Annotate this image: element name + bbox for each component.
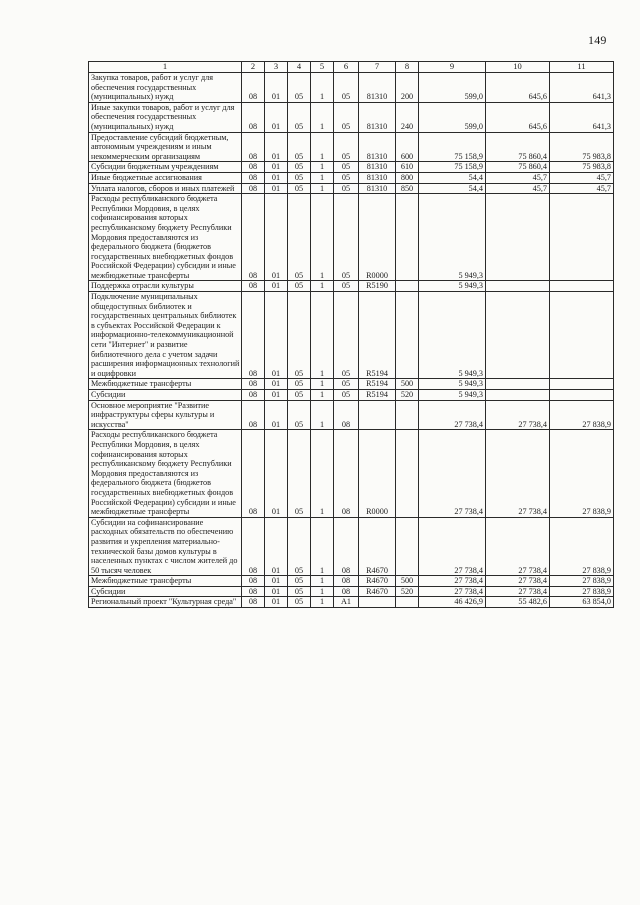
cell-section: 08 (242, 183, 265, 194)
cell-expense-type: 600 (396, 132, 419, 162)
header-cell-8: 8 (396, 62, 419, 73)
cell-name: Поддержка отрасли культуры (89, 281, 242, 292)
cell-direction: R4670 (359, 576, 396, 587)
cell-subsection: 01 (265, 194, 288, 281)
table-row (89, 379, 614, 390)
cell-subprogram: 1 (311, 132, 334, 162)
cell-section: 08 (242, 102, 265, 132)
cell-amount-2021 (486, 390, 550, 401)
cell-event: 05 (334, 162, 359, 173)
cell-expense-type: 240 (396, 102, 419, 132)
cell-direction: R5194 (359, 390, 396, 401)
cell-expense-type: 800 (396, 172, 419, 183)
cell-amount-2020: 75 158,9 (419, 132, 486, 162)
cell-amount-2020: 599,0 (419, 73, 486, 103)
cell-expense-type: 200 (396, 73, 419, 103)
cell-direction: 81310 (359, 183, 396, 194)
cell-subprogram: 1 (311, 183, 334, 194)
cell-amount-2021: 75 860,4 (486, 132, 550, 162)
cell-amount-2020: 5 949,3 (419, 390, 486, 401)
cell-subprogram: 1 (311, 292, 334, 379)
cell-event: 08 (334, 517, 359, 576)
cell-direction: R0000 (359, 194, 396, 281)
cell-subsection: 01 (265, 379, 288, 390)
cell-subprogram: 1 (311, 586, 334, 597)
cell-subprogram: 1 (311, 379, 334, 390)
header-cell-5: 5 (311, 62, 334, 73)
table-row (89, 183, 614, 194)
header-cell-9: 9 (419, 62, 486, 73)
cell-amount-2022 (550, 292, 614, 379)
cell-direction: 81310 (359, 132, 396, 162)
cell-program: 05 (288, 172, 311, 183)
cell-name: Подключение муниципальных общедоступных библиотек и государственных центральных библиотек в субъектах Российской Федерации к информационно-телекоммуникационной сети "Интернет" и развитие библиотечного дела с учетом задачи расширения информационных технологий и оцифровки (89, 292, 242, 379)
cell-subprogram: 1 (311, 281, 334, 292)
cell-amount-2022: 27 838,9 (550, 430, 614, 517)
cell-subsection: 01 (265, 586, 288, 597)
header-cell-3: 3 (265, 62, 288, 73)
cell-amount-2020: 54,4 (419, 172, 486, 183)
cell-subsection: 01 (265, 517, 288, 576)
cell-subprogram: 1 (311, 430, 334, 517)
cell-subprogram: 1 (311, 194, 334, 281)
header-cell-7: 7 (359, 62, 396, 73)
header-cell-4: 4 (288, 62, 311, 73)
cell-amount-2021: 27 738,4 (486, 586, 550, 597)
cell-expense-type (396, 194, 419, 281)
cell-program: 05 (288, 194, 311, 281)
cell-direction: R4670 (359, 517, 396, 576)
cell-section: 08 (242, 517, 265, 576)
cell-direction: R5194 (359, 292, 396, 379)
cell-direction: 81310 (359, 172, 396, 183)
header-cell-10: 10 (486, 62, 550, 73)
cell-amount-2022: 75 983,8 (550, 162, 614, 173)
table-row (89, 597, 614, 608)
cell-amount-2021: 45,7 (486, 172, 550, 183)
cell-subprogram: 1 (311, 162, 334, 173)
cell-amount-2021 (486, 194, 550, 281)
cell-amount-2022 (550, 281, 614, 292)
cell-program: 05 (288, 281, 311, 292)
cell-subprogram: 1 (311, 73, 334, 103)
cell-expense-type: 520 (396, 586, 419, 597)
cell-program: 05 (288, 102, 311, 132)
cell-program: 05 (288, 400, 311, 430)
cell-amount-2020: 5 949,3 (419, 379, 486, 390)
cell-section: 08 (242, 132, 265, 162)
cell-subsection: 01 (265, 292, 288, 379)
cell-expense-type (396, 430, 419, 517)
cell-section: 08 (242, 379, 265, 390)
cell-amount-2022: 641,3 (550, 102, 614, 132)
cell-amount-2020: 27 738,4 (419, 430, 486, 517)
cell-subsection: 01 (265, 576, 288, 587)
cell-expense-type: 500 (396, 576, 419, 587)
table-row (89, 172, 614, 183)
table-row (89, 390, 614, 401)
cell-subsection: 01 (265, 281, 288, 292)
cell-amount-2022: 27 838,9 (550, 576, 614, 587)
cell-section: 08 (242, 390, 265, 401)
cell-expense-type: 610 (396, 162, 419, 173)
cell-amount-2022: 45,7 (550, 172, 614, 183)
cell-direction: 81310 (359, 102, 396, 132)
table-row (89, 73, 614, 103)
cell-amount-2020: 27 738,4 (419, 517, 486, 576)
cell-direction: R5190 (359, 281, 396, 292)
cell-amount-2021: 55 482,6 (486, 597, 550, 608)
cell-event: 05 (334, 132, 359, 162)
cell-program: 05 (288, 73, 311, 103)
cell-subsection: 01 (265, 172, 288, 183)
cell-section: 08 (242, 281, 265, 292)
cell-section: 08 (242, 172, 265, 183)
header-cell-2: 2 (242, 62, 265, 73)
cell-amount-2021 (486, 281, 550, 292)
cell-section: 08 (242, 162, 265, 173)
cell-expense-type: 850 (396, 183, 419, 194)
cell-amount-2021 (486, 292, 550, 379)
table-header-row (89, 62, 614, 73)
cell-amount-2022 (550, 390, 614, 401)
table-row (89, 576, 614, 587)
cell-event: A1 (334, 597, 359, 608)
cell-subsection: 01 (265, 73, 288, 103)
cell-expense-type (396, 292, 419, 379)
cell-direction (359, 400, 396, 430)
cell-event: 05 (334, 281, 359, 292)
cell-section: 08 (242, 292, 265, 379)
table-row (89, 400, 614, 430)
cell-amount-2020: 27 738,4 (419, 400, 486, 430)
cell-event: 08 (334, 576, 359, 587)
cell-program: 05 (288, 517, 311, 576)
cell-amount-2022: 75 983,8 (550, 132, 614, 162)
cell-program: 05 (288, 430, 311, 517)
cell-section: 08 (242, 194, 265, 281)
cell-subsection: 01 (265, 597, 288, 608)
cell-event: 08 (334, 586, 359, 597)
cell-subsection: 01 (265, 132, 288, 162)
table-row (89, 281, 614, 292)
cell-amount-2020: 46 426,9 (419, 597, 486, 608)
cell-expense-type (396, 517, 419, 576)
cell-expense-type: 520 (396, 390, 419, 401)
cell-name: Региональный проект "Культурная среда" (89, 597, 242, 608)
cell-event: 05 (334, 73, 359, 103)
cell-direction: 81310 (359, 73, 396, 103)
cell-expense-type: 500 (396, 379, 419, 390)
cell-subprogram: 1 (311, 597, 334, 608)
cell-section: 08 (242, 73, 265, 103)
cell-amount-2022: 641,3 (550, 73, 614, 103)
cell-name: Субсидии на софинансирование расходных обязательств по обеспечению развития и укрепления материально-технической базы домов культуры в населенных пунктах с числом жителей до 50 тысяч человек (89, 517, 242, 576)
cell-amount-2021: 27 738,4 (486, 576, 550, 587)
cell-program: 05 (288, 586, 311, 597)
cell-subsection: 01 (265, 102, 288, 132)
cell-amount-2020: 5 949,3 (419, 292, 486, 379)
cell-event: 05 (334, 172, 359, 183)
cell-amount-2021: 27 738,4 (486, 430, 550, 517)
cell-amount-2021: 645,6 (486, 73, 550, 103)
cell-name: Субсидии (89, 586, 242, 597)
cell-event: 05 (334, 102, 359, 132)
table-row (89, 586, 614, 597)
cell-direction: R5194 (359, 379, 396, 390)
cell-amount-2022: 63 854,0 (550, 597, 614, 608)
cell-program: 05 (288, 162, 311, 173)
table-row (89, 194, 614, 281)
cell-amount-2020: 75 158,9 (419, 162, 486, 173)
cell-name: Субсидии бюджетным учреждениям (89, 162, 242, 173)
cell-event: 05 (334, 379, 359, 390)
cell-section: 08 (242, 576, 265, 587)
cell-direction: R4670 (359, 586, 396, 597)
cell-amount-2020: 54,4 (419, 183, 486, 194)
cell-subsection: 01 (265, 390, 288, 401)
cell-event: 05 (334, 194, 359, 281)
cell-direction: R0000 (359, 430, 396, 517)
cell-amount-2021: 27 738,4 (486, 517, 550, 576)
cell-subsection: 01 (265, 400, 288, 430)
page-number: 149 (588, 33, 607, 47)
cell-amount-2021: 45,7 (486, 183, 550, 194)
cell-amount-2021: 645,6 (486, 102, 550, 132)
cell-event: 05 (334, 292, 359, 379)
cell-expense-type (396, 400, 419, 430)
table-row (89, 517, 614, 576)
table-row (89, 162, 614, 173)
cell-amount-2022 (550, 194, 614, 281)
cell-amount-2022: 27 838,9 (550, 517, 614, 576)
cell-section: 08 (242, 597, 265, 608)
header-cell-1: 1 (89, 62, 242, 73)
cell-name: Межбюджетные трансферты (89, 576, 242, 587)
cell-name: Основное мероприятие "Развитие инфраструктуры сферы культуры и искусства" (89, 400, 242, 430)
cell-expense-type (396, 281, 419, 292)
cell-amount-2020: 599,0 (419, 102, 486, 132)
cell-program: 05 (288, 292, 311, 379)
cell-direction (359, 597, 396, 608)
cell-amount-2020: 5 949,3 (419, 194, 486, 281)
cell-event: 08 (334, 430, 359, 517)
cell-direction: 81310 (359, 162, 396, 173)
table-row (89, 430, 614, 517)
cell-amount-2021 (486, 379, 550, 390)
cell-name: Уплата налогов, сборов и иных платежей (89, 183, 242, 194)
cell-amount-2020: 27 738,4 (419, 586, 486, 597)
cell-name: Межбюджетные трансферты (89, 379, 242, 390)
cell-program: 05 (288, 132, 311, 162)
cell-subprogram: 1 (311, 390, 334, 401)
cell-program: 05 (288, 576, 311, 587)
cell-amount-2022: 45,7 (550, 183, 614, 194)
header-cell-11: 11 (550, 62, 614, 73)
cell-name: Иные закупки товаров, работ и услуг для обеспечения государственных (муниципальных) нужд (89, 102, 242, 132)
cell-name: Предоставление субсидий бюджетным, автономным учреждениям и иным некоммерческим организациям (89, 132, 242, 162)
cell-amount-2020: 27 738,4 (419, 576, 486, 587)
cell-program: 05 (288, 379, 311, 390)
cell-amount-2022 (550, 379, 614, 390)
cell-subsection: 01 (265, 183, 288, 194)
cell-amount-2021: 27 738,4 (486, 400, 550, 430)
cell-program: 05 (288, 183, 311, 194)
cell-subprogram: 1 (311, 400, 334, 430)
cell-name: Закупка товаров, работ и услуг для обеспечения государственных (муниципальных) нужд (89, 73, 242, 103)
cell-event: 05 (334, 183, 359, 194)
table-row (89, 132, 614, 162)
cell-amount-2020: 5 949,3 (419, 281, 486, 292)
cell-section: 08 (242, 400, 265, 430)
cell-section: 08 (242, 430, 265, 517)
cell-name: Иные бюджетные ассигнования (89, 172, 242, 183)
cell-event: 05 (334, 390, 359, 401)
cell-amount-2021: 75 860,4 (486, 162, 550, 173)
table-row (89, 102, 614, 132)
cell-subprogram: 1 (311, 576, 334, 587)
cell-program: 05 (288, 597, 311, 608)
cell-section: 08 (242, 586, 265, 597)
table-row (89, 292, 614, 379)
cell-subprogram: 1 (311, 102, 334, 132)
cell-expense-type (396, 597, 419, 608)
cell-amount-2022: 27 838,9 (550, 400, 614, 430)
header-cell-6: 6 (334, 62, 359, 73)
cell-subprogram: 1 (311, 517, 334, 576)
cell-name: Расходы республиканского бюджета Республики Мордовия, в целях софинансирования которых республиканскому бюджету Республики Мордовия предоставляются из федерального бюджета (бюджетов государственных внебюджетных фондов Российской Федерации) субсидии и иные межбюджетные трансферты (89, 194, 242, 281)
cell-subsection: 01 (265, 430, 288, 517)
cell-name: Расходы республиканского бюджета Республики Мордовия, в целях софинансирования которых республиканскому бюджету Республики Мордовия предоставляются из федерального бюджета (бюджетов государственных внебюджетных фондов Российской Федерации) субсидии и иные межбюджетные трансферты (89, 430, 242, 517)
cell-amount-2022: 27 838,9 (550, 586, 614, 597)
cell-subprogram: 1 (311, 172, 334, 183)
cell-name: Субсидии (89, 390, 242, 401)
budget-table (88, 61, 614, 608)
cell-subsection: 01 (265, 162, 288, 173)
cell-program: 05 (288, 390, 311, 401)
cell-event: 08 (334, 400, 359, 430)
